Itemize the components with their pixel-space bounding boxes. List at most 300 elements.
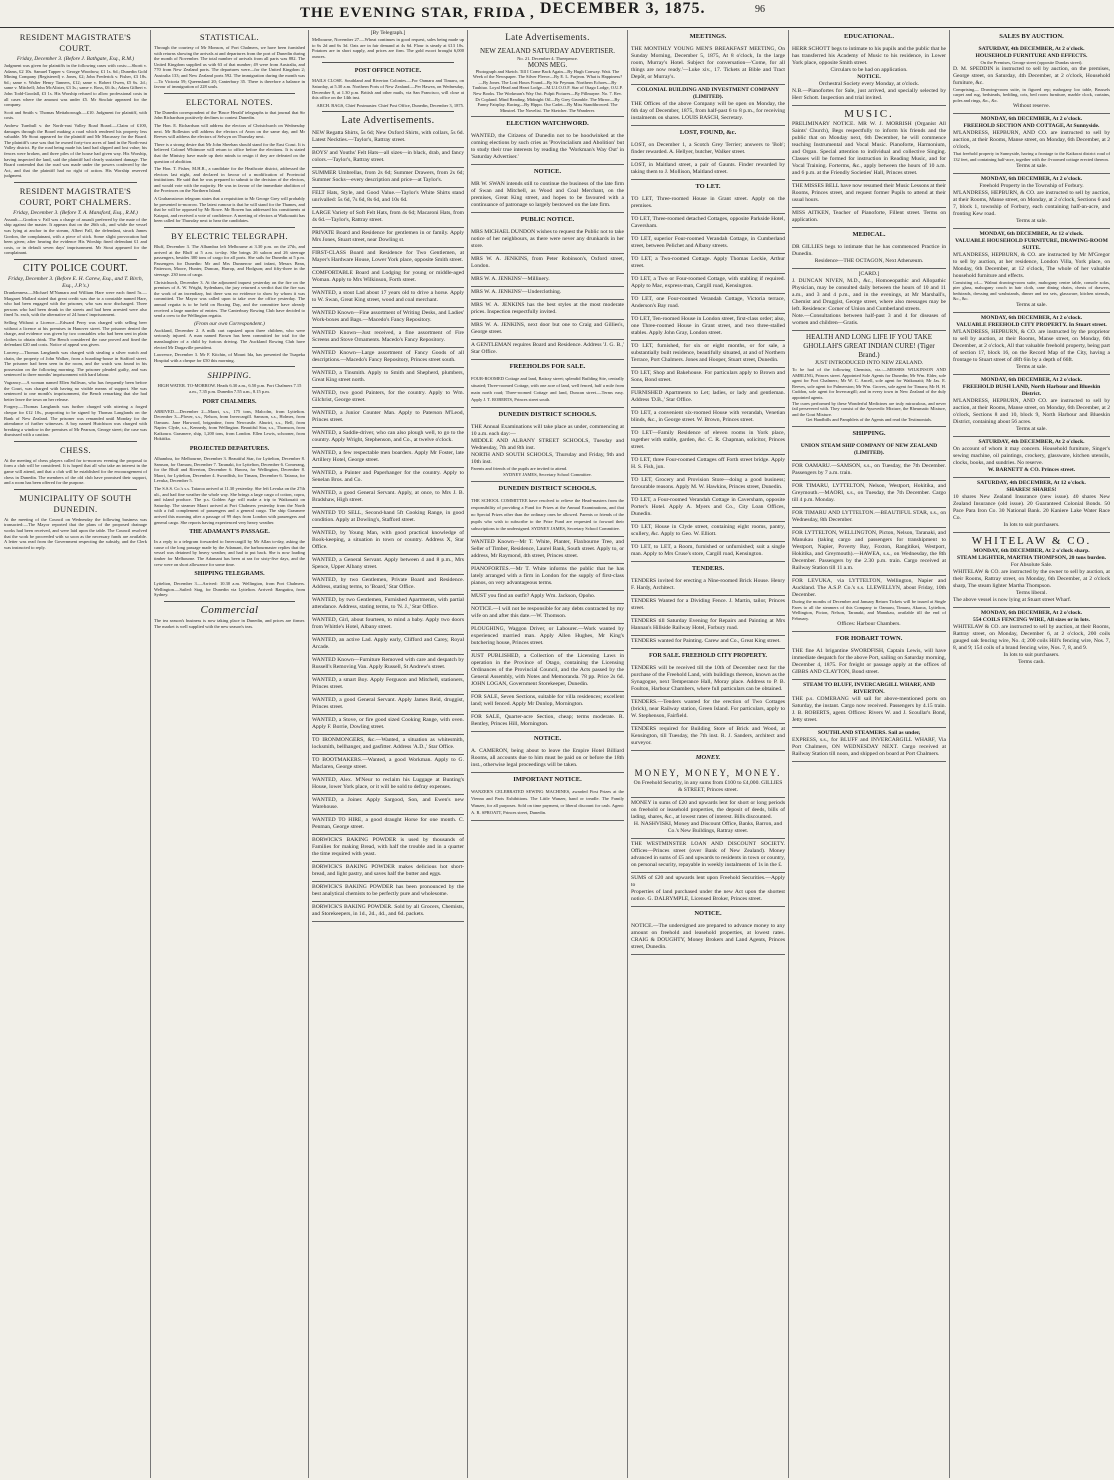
ad-text: FOR SALE, Seven Sections, suitable for villa residences; excellent land; well fenced. Apply Mr Dunlop, Mornington. bbox=[471, 693, 624, 707]
auction-line: In lots to suit purchasers. bbox=[1003, 651, 1060, 658]
ad-text: FURNISHED Apartments to Let; ladies, or lady and gentleman. Address 'D.B.,' Star Office. bbox=[631, 390, 785, 403]
ad-text: FOR OAMARU.—SAMSON, s.s., on Tuesday, the 7th December. Passengers by 7 a.m. train. bbox=[792, 462, 946, 476]
ad-text: TO LET, Three-roomed detached Cottages, opposite Parkside Hotel, Caversham. bbox=[631, 216, 785, 229]
telegraph-tag: [By Telegraph.] bbox=[370, 30, 406, 36]
classified-ad bbox=[312, 248, 464, 268]
ad-line: Properties of land purchased under the new Act upon the shortest notice. G. DALRYMPLE, Licensed Broker, Princes street. bbox=[631, 889, 785, 902]
auction-title: FREEHOLD BUSH LAND, North Harbour and Blueskin District. bbox=[962, 383, 1101, 397]
section-heading: NOTICE. bbox=[533, 168, 562, 176]
ad-title: STEAM TO BLUFF, INVERCARGILL WHARF, AND RIVERTON. bbox=[803, 682, 935, 696]
ad-title: UNION STEAM SHIP COMPANY OF NEW ZEALAND (LIMITED). bbox=[800, 442, 938, 456]
ad-signature: SYDNEY JAMES, Secretary School Committee. bbox=[503, 471, 592, 477]
classified-ad bbox=[792, 528, 946, 576]
auction-line: Terms at sale. bbox=[1016, 363, 1047, 370]
classified-ad bbox=[312, 675, 464, 695]
auction-text: On account of whom it may concern. Household furniture, Singer's sewing machine, oil paintings, crockery, glassware, kitchen utensils, clocks, books, and sundries. No reserve. bbox=[953, 445, 1110, 466]
ad-text: SUMMER Umbrellas, from 2s 6d; Summer Drawers, from 2s 6d; Summer Socks—every description and price—at Taylor's. bbox=[312, 170, 464, 184]
classified-ad bbox=[312, 635, 464, 655]
auction-title: 554 COILS FENCING WIRE, All sizes or in lots. bbox=[973, 616, 1090, 623]
ad-text: WANTED, a smart Boy. Apply Ferguson and Mitchell, stationers, Princes street. bbox=[312, 677, 464, 691]
ad-text: WANTED, the Citizens of Dunedin not to be hoodwinked at the coming elections by such cries as 'Provincialism and Abolition' but to study their true interests by reading the 'Workman's Way Out' in 'Saturday Advertiser.' bbox=[471, 133, 624, 161]
article-paragraph: The Hon. E. Richardson will address the electors of Christchurch on Wednesday next. Mr Rolleston will address the electors of Avon on the same day, and Mr Reeves will address the electors of Selwyn on Thursday next. bbox=[154, 122, 305, 140]
auction-date: MONDAY, 6th DECEMBER, At 2 o'clock. bbox=[980, 116, 1083, 123]
ad-text: WANTED, an active Lad. Apply early, Clifford and Carey, Royal Arcade. bbox=[312, 637, 464, 651]
classified-ad bbox=[312, 208, 464, 228]
ad-title: SOUTHLAND STEAMERS. Sail as under, bbox=[817, 730, 921, 737]
classified-ad bbox=[631, 194, 785, 214]
classified-ad bbox=[792, 728, 946, 762]
ad-text: The cures performed by these Wonderful Medicines are truly miraculous, and never fail persevered with. They consist of the Ayurvedic Mixture, the Rheumatic Mixture, and the Gout Mixture. bbox=[792, 400, 946, 417]
ad-text: WANTED, a Saddle-driver, who can also plough well, to go to the country. Apply Wright, Stephenson, and Co., at twelve o'clock. bbox=[312, 430, 464, 444]
article-paragraph: HIGH WATER. TO-MORROW. Heads 6.30 a.m., 6.50 p.m. Port Chalmers 7.15 a.m., 7.35 p.m. Dunedin 7.55 a.m., 8.15 p.m. bbox=[157, 383, 302, 394]
classified-ad bbox=[312, 268, 464, 288]
article-paragraph: Assault.—Gordon v. Fall was a charge of assault preferred by the mate of the ship against the master. It appears that on the 26th ult., and while the vessel was lying at anchor in the stream, Albert Fall, the defendant, struck James Gordon, the complainant, with a piece of stick. Some slight provocation had been given; after hearing the evidence His Worship fined defendant £1 and costs, or in default seven days' imprisonment. Mr Stout appeared for the complainant. bbox=[4, 216, 147, 256]
auction-title: SHARES! SHARES! bbox=[1006, 486, 1057, 493]
auction-line: Terms at sale. bbox=[1016, 162, 1047, 169]
auction-ad bbox=[953, 174, 1110, 229]
auction-title: Freehold Property in the Township of Forbury. bbox=[979, 182, 1084, 189]
ad-text: TO IRONMONGERS, &c.—Wanted, a situation as whitesmith, locksmith, bellhanger, and gasfitter. Address 'A.D.,' Star Office. bbox=[312, 737, 464, 751]
section-heading: PUBLIC NOTICE. bbox=[520, 216, 575, 224]
article-paragraph: Auckland, December 2. A milk cart capsized upon three children, who were seriously injured. A man named Brown has been committed for trial for the manslaughter of a child by furious driving. The Auckland Rowing Club have elected Mr Dargaville president. bbox=[154, 327, 305, 350]
article-paragraph: A Grahamstown telegram states that a requisition to Mr George Grey will probably be presented to-morrow. The latest rumour is that he will stand for the Thames, and that he will be opposed by Mr Rowe. Mr Bowen has addressed his constituents at Kaiapoi, and received a vote of confidence. A meeting of electors at Waikouaiti has been called for Thursday next to hear the candidates. bbox=[154, 196, 305, 224]
divider bbox=[14, 441, 137, 442]
classified-ad bbox=[471, 320, 624, 340]
article-paragraph: The tea season's business is now taking place in Dunedin, and prices are firmer. The market is well supplied with the new season's teas. bbox=[154, 617, 305, 629]
divider bbox=[164, 366, 295, 367]
ad-text: BORWICK'S BAKING POWDER. Sold by all Grocers, Chemists, and Storekeepers, in 1d., 2d., 4d., and 6d. packets. bbox=[312, 904, 464, 918]
classified-ad bbox=[631, 274, 785, 294]
ad-text: TO LET, superior Four-roomed Verandah Cottage, in Cumberland street, between Pelichet and Albany streets. bbox=[631, 236, 785, 249]
classified-ad bbox=[792, 680, 946, 728]
column-4 bbox=[471, 30, 624, 1478]
classified-ad bbox=[471, 179, 624, 213]
ad-line: During the months of December and January Return Tickets will be issued at Single Fares to all the steamers of this Company to Oamaru, Timaru, Akaroa, Lyttelton, Wellington, Picton, Nelson, Taranaki, and Manukau, available till the end of February. bbox=[792, 598, 946, 621]
classified-ad bbox=[792, 181, 946, 208]
classified-ad bbox=[471, 374, 624, 408]
ad-text: WANTED Known—Fine assortment of Writing Desks, and Ladies' Work-boxes and Bags.—Macedo's Fancy Repository. bbox=[312, 310, 464, 324]
classified-ad bbox=[631, 616, 785, 636]
section-heading: SHIPPING. bbox=[207, 370, 252, 381]
auction-text: M'LANDRESS, HEPBURN, AND CO. are instructed to sell by auction, at their Rooms, Manse street, on Monday, 6th December, at 2 o'clock, Sections 8 and 10, block 9, North Harbour and Blueskin District, containing about 56 acres. bbox=[953, 397, 1110, 425]
ad-text: A GENTLEMAN requires Board and Residence. Address 'J. G. B.,' Star Office. bbox=[471, 342, 624, 356]
classified-ad bbox=[471, 287, 624, 300]
ad-line: MIDDLE AND ALBANY STREET SCHOOLS, Tuesday and Wednesday, 7th and 8th inst. bbox=[471, 438, 624, 452]
classified-ad bbox=[312, 128, 464, 148]
auction-text: WHITELAW & CO. are instructed to sell by auction, at their Rooms, Rattray street, on Monday, December 6, at 2 o'clock, 200 coils gauged oak fencing wire, No. 4; 200 coils Hill's fencing wire, Nos. 7, 8, and 9; 154 coils of a brand fencing wire, Nos. 7, 8, and 9. bbox=[953, 623, 1110, 651]
classified-ad bbox=[312, 715, 464, 735]
auction-date: MONDAY, 6th DECEMBER, At 2 o'clock. bbox=[980, 376, 1083, 383]
classified-ad bbox=[792, 269, 946, 331]
auction-line: Terms liberal. bbox=[1016, 589, 1047, 596]
classified-ad bbox=[631, 921, 785, 955]
column-7 bbox=[953, 30, 1110, 1478]
article-paragraph: At the meeting of the Council on Wednesday the following business was transacted:—The Mayor reported that the plans of the proposed drainage works had been received, and were laid upon the table. The Council resolved that the work be proceeded with so soon as the necessary funds are available. A letter was read from the Government respecting the subsidy, and the Clerk was instructed to reply. bbox=[4, 516, 147, 550]
ad-text: THE Offices of the above Company will be open on Monday, the 6th day of December, 1875, from half-past 6 to 8 p.m., for receiving instalments on shares. LOUIS BASCH, Secretary. bbox=[631, 101, 785, 121]
auction-title: STEAM LIGHTER, MARTHA THOMPSON, 20 tons burden. bbox=[956, 554, 1107, 561]
classified-ad bbox=[312, 775, 464, 795]
section-heading: MEETINGS. bbox=[689, 33, 727, 40]
classified-ad bbox=[471, 537, 624, 564]
ad-text: WANTED, a Joiner. Apply Sargood, Son, and Ewen's new Warehouse. bbox=[312, 797, 464, 811]
classified-ad bbox=[312, 288, 464, 308]
divider bbox=[14, 259, 137, 260]
article-paragraph: MAILS CLOSE. Southland and Riverton Colonies.—For Oamaru and Timaru, on Saturday, at 5.30 a.m. Northern Ports of New Zealand.—Per Hawea, on Wednesday, December 8, at 1.30 p.m. British and other mails, via San Francisco, will close at this office on the 14th inst. bbox=[312, 78, 464, 101]
ad-text: THE WESTMINSTER LOAN AND DISCOUNT SOCIETY. Offices—Princes street (over Bank of New Zealand). Money advanced in sums of £5 and upwards to residents in town or country, on personal security, repayable in weekly instalments of 1s in the £. bbox=[631, 841, 785, 868]
article-paragraph: Scott and Smith v. Thomas Mettaborough.—£10. Judgment for plaintiff, with costs. bbox=[4, 109, 147, 121]
ad-line: NOTICE. bbox=[857, 74, 881, 80]
article-paragraph: Forgery.—Thomas Langlands was further charged with uttering a forged cheque for £12 10s., purporting to be signed by Thomas Langlands on the Bank of New Zealand. The prisoner was remanded until Monday for the attendance of further witnesses. A boy named Hutchison was charged with breaking a window in the premises of Mr Pearson, George street; the case was dismissed with a caution. bbox=[4, 404, 147, 438]
ad-text: MRS MICHAEL DUNDON wishes to request the Public not to take notice of her neighbours, as there were never any drunkards in her store. bbox=[471, 229, 624, 250]
ad-text: TENDERS.—Tenders wanted for the erection of Two Cottages (brick), near Railway station, Green Island. For particulars, apply to W. Stephenson, Fairfield. bbox=[631, 699, 785, 719]
classified-ad bbox=[471, 746, 624, 773]
auction-line: Terms cash. bbox=[1018, 658, 1045, 665]
classified-ad bbox=[471, 496, 624, 537]
article-paragraph: At the meeting of chess players called for to-morrow evening the proposal to form a club will be considered. It is hoped that all who take an interest in the game will attend, and that a club will be established for the encouragement of chess in Dunedin. The members of the old club have promised their support, and a room has been offered for the purpose. bbox=[4, 457, 147, 486]
classified-ad bbox=[312, 528, 464, 555]
auction-ad bbox=[953, 229, 1110, 313]
ad-text: THE Annual Examinations will take place as under, commencing at 10 a.m. each day:— bbox=[471, 424, 624, 438]
ad-text: FOR TIMARU AND LYTTELTON.—BEAUTIFUL STAR, s.s., on Wednesday, 8th December. bbox=[792, 509, 946, 523]
subsection-heading: SHIPPING TELEGRAMS. bbox=[194, 571, 265, 578]
classified-ad bbox=[471, 45, 624, 117]
classified-ad bbox=[792, 646, 946, 680]
classified-ad bbox=[471, 131, 624, 165]
ad-text: WANTED, a stout Lad about 17 years old to drive a horse. Apply to W. Swan, Great King street, wood and coal merchant. bbox=[312, 290, 464, 304]
section-heading: CITY POLICE COURT. bbox=[22, 263, 129, 275]
auction-text: M'LANDRESS, HEPBURN, & CO. are instructed to sell by auction, at their Rooms, Manse street, on Monday, at 2 o'clock, Sections 6 and 7, block 1, township of Forbury, each containing half-an-acre, and fronting Kew road. bbox=[953, 189, 1110, 217]
ad-text: TO LET, House in Clyde street, containing eight rooms, pantry, scullery, &c. Apply to Geo. W. Elliott. bbox=[631, 524, 785, 537]
section-heading: LOST, FOUND, &c. bbox=[679, 129, 737, 136]
classified-ad bbox=[471, 564, 624, 591]
auction-ad bbox=[953, 375, 1110, 437]
subsection-heading: THE ADAMANT'S PASSAGE. bbox=[189, 529, 270, 536]
classified-ad bbox=[471, 651, 624, 692]
classified-ad bbox=[312, 615, 464, 635]
auction-line: Terms at sale. bbox=[1016, 217, 1047, 224]
ad-text: NOTICE.—I will not be responsible for any debts contracted by my wife on and after this date.—W. Thomson. bbox=[471, 605, 624, 619]
auction-ad bbox=[953, 313, 1110, 375]
divider bbox=[322, 111, 454, 112]
ad-text: THE MONTHLY YOUNG MEN'S BREAKFAST MEETING, On Sunday Morning, December 5, 1875, At 8 o'clock, In the large room, Murray's Hotel. Subject for conversation—'Come, for all things are now ready.'—Luke xiv., 17. Tickets at Bible and Tract Depôt, or Murray's. bbox=[631, 46, 785, 80]
divider bbox=[164, 93, 295, 94]
ad-text: TENDERS invited for erecting a Nine-roomed Brick House. Henry F. Hardy, Architect. bbox=[631, 578, 785, 591]
section-heading: SALES BY AUCTION. bbox=[999, 33, 1064, 40]
ad-text: THE fine A1 brigantine SWORDFISH, Captain Lewis, will have immediate despatch for the above Port, sailing on Saturday morning, December 4, 1875. For freight or passage apply at the offices of GIBBS AND CLAYTON, Bond street. bbox=[792, 648, 946, 676]
ad-text: FOR LEVUKA, via LYTTELTON, Wellington, Napier and Auckland. The A.S.P. Co.'s s.s. LLEWELLYN, about Friday, 10th December. bbox=[792, 577, 946, 598]
ad-text: TO LET, to LET, a Room, furnished or unfurnished; suit a single man. Apply to Mrs Cruse's store, Cargill road, Kensington. bbox=[631, 544, 785, 557]
classified-ad bbox=[631, 254, 785, 274]
page-number: 96 bbox=[755, 4, 765, 15]
classified-ad bbox=[312, 835, 464, 862]
ad-text: MRS W. A. JENKINS'—Millinery. bbox=[471, 276, 550, 283]
article-paragraph: Through the courtesy of Mr Monson, of Port Chalmers, we have been furnished with returns showing the arrivals at and departures from the port of Dunedin during the month of November. The total number of arrivals from all parts was 882. The United Kingdom supplied us with 63 of that number; 49 were from Australia, and 770 from New Zealand ports. The departures were—for the United Kingdom 2; Australia 133; and New Zealand ports 592. The immigration during the month was—To Victoria 59; Queensland 20; Canterbury 35. There is therefore a balance in favour of immigration of 228 souls. bbox=[154, 45, 305, 90]
court-subheading: Friday, December 3. (Before T. A. Mansford, Esq., R.M.) bbox=[13, 209, 138, 216]
ad-line: NORTH AND SOUTH SCHOOLS, Thursday and Friday, 9th and 10th inst. bbox=[471, 452, 624, 466]
ad-text: TENDERS will be received till the 10th of December next for the purchase of the Freehold Land, with buildings thereon, known as the Synagogue, next Temperance Hall, Moray place. Address to P. B. Foulton, Harbour Chambers, where full particulars can be obtained. bbox=[631, 665, 785, 692]
classified-ad bbox=[312, 428, 464, 448]
divider bbox=[322, 62, 454, 63]
ad-text: WANTED Known—Large assortment of Fancy Goods of all descriptions.—Macedo's Fancy Repository, Princes street south. bbox=[312, 350, 464, 364]
ad-text: COMFORTABLE Board and Lodging for young or middle-aged Woman. Apply to Mrs Wilkinson, Forth street. bbox=[312, 270, 464, 284]
section-heading: ELECTION WATCHWORD. bbox=[506, 120, 589, 128]
classified-ad bbox=[631, 140, 785, 160]
section-heading: IMPORTANT NOTICE. bbox=[513, 775, 582, 783]
auction-title: HOUSEHOLD FURNITURE AND EFFECTS. bbox=[975, 53, 1088, 59]
ad-text: MR W. SWAN intends still to continue the business of the late firm of Swan and Mitchell, as Wood and Coal Merchant, on the premises, Great King street, and hopes to be favoured with a continuance of patronage so largely bestowed on the late firm. bbox=[471, 181, 624, 209]
classified-ad bbox=[312, 388, 464, 408]
section-heading: STATISTICAL. bbox=[199, 32, 260, 42]
classified-ad bbox=[792, 576, 946, 632]
auction-line: The above vessel is now lying at Stuart street Wharf. bbox=[953, 596, 1072, 603]
classified-ad bbox=[312, 168, 464, 188]
ad-line: N.B.—Pianofortes for Sale, just arrived, and specially selected by Herr Schott. Inspection and trial invited. bbox=[792, 88, 946, 101]
classified-ad bbox=[792, 481, 946, 508]
article-paragraph: Melbourne, November 27.—Wheat continues in good request, sales being made up to 6s 2d and 6s 3d. Oats are in fair demand at 4s 6d. Flour is steady at £13 10s. Potatoes are in short supply, and prices are firm. The gold escort brought 6,000 ounces. bbox=[312, 37, 464, 59]
article-paragraph: The S.S.S. Co.'s s.s. Taiaroa arrived at 11.30 yesterday. She left Levuka on the 27th ult., and had fine weather the whole way. She brings a large cargo of cotton, copra, and island produce. The p.s. Golden Age will make a trip to Waikouaiti on Saturday. The steamer Maori arrived at Port Chalmers yesterday from the North with a full complement of passengers and a general cargo. The ship Grasmere arrived this morning after a passage of 99 days from London with passengers and general cargo. She reports having experienced very heavy weather. bbox=[154, 486, 305, 525]
auction-ad bbox=[953, 478, 1110, 533]
classified-ad bbox=[312, 555, 464, 575]
auction-text: Comprising— Drawing-room suite, in figured rep; mahogany loo table, Brussels carpet and rug, bedsteads, bedding, cots, bed room furniture, marble clock, curtains, poles and rings, &c., &c. bbox=[953, 86, 1110, 103]
ad-text: TO LET, Grocery and Provision Store—doing a good business; favourable reasons. Apply M. W. Hawkins, Princes street, Dunedin. bbox=[631, 477, 785, 490]
ad-line: Note.—Consultations between half-past 3 and 4 for diseases of women and children—Gratis. bbox=[792, 313, 946, 326]
divider bbox=[14, 489, 137, 490]
section-heading: BY ELECTRIC TELEGRAPH. bbox=[171, 231, 288, 242]
article-paragraph: Vagrancy.—A woman named Ellen Sullivan, who has frequently been before the Court, was charged with having no visible means of support. She was sentenced to one month's imprisonment, the Bench remarking that she had better leave the town on her release. bbox=[4, 379, 147, 402]
ad-text: TO LET, a convenient six-roomed House with verandah, Venetian blinds, &c., in George street. W. Brown, Princes street. bbox=[631, 410, 785, 423]
classified-ad bbox=[631, 85, 785, 126]
classified-ad bbox=[792, 461, 946, 481]
ad-text: WANTED, Girl, about fourteen, to mind a baby. Apply two doors from Whittle's Hotel, Albany street. bbox=[312, 617, 464, 631]
section-heading: Commercial bbox=[200, 603, 259, 616]
ad-text: FIRST-CLASS Board and Residence for Two Gentlemen, at Mayer's Hardware House, Lower York place, opposite Smith street. bbox=[312, 250, 464, 264]
ad-line: MONS MEG. bbox=[527, 60, 568, 69]
divider bbox=[164, 227, 295, 228]
ad-text: PRELIMINARY NOTICE. MR W. J. MORRISH (Organist All Saints' Church), Begs respectfully to inform his friends and the public that on Monday next, 6th December, he will commence teaching Instrumental and Vocal Music. Pianoforte, Harmonium, and Organ. Special attention to individual and collective Singing. Classes will be formed for instruction in Reading Music, and for Vocal Training. Forterms, &c., apply between the hours of 10 a.m. and 6 p.m. at the Friendly Societies' Hall, Princes street. bbox=[792, 121, 946, 176]
ad-text: WANZER'S CELEBRATED SEWING MACHINES, awarded First Prizes at the Vienna and Paris Exhibitions. The Little Wanzer, hand or treadle. The Family Wanzer, for all purposes. Sold on time payment, or liberal discount for cash. Agent: A. R. SPROATT, Princes street, Dunedin. bbox=[471, 788, 624, 815]
ad-line: JUST INTRODUCED INTO NEW ZEALAND. bbox=[814, 360, 924, 366]
ad-text: TO LET, a Two-roomed Cottage. Apply Thomas Leckie, Arthur street. bbox=[631, 256, 785, 269]
section-heading: POST OFFICE NOTICE. bbox=[354, 68, 422, 75]
ad-text: PLOUGHING, Waggon Driver, or Labourer.—Work wanted by experienced married man. Apply Allen Hughes, Mr King's butchering house, Princes street. bbox=[471, 625, 624, 646]
auction-date: MONDAY, 6th DECEMBER, At 12 o'clock. bbox=[979, 230, 1084, 237]
auction-date: MONDAY, 6th DECEMBER, At 2 o'clock. bbox=[980, 314, 1083, 321]
ad-text: FOR TIMARU, LYTTELTON, Nelson, Westport, Hokitika, and Greymouth.—MAORI, s.s., on Tuesday, the 7th December. Cargo till 4 p.m. Monday. bbox=[792, 482, 946, 503]
ad-text: BORWICK'S BAKING POWDER has been pronounced by the best analytical chemists to be perfectly pure and wholesome. bbox=[312, 884, 464, 898]
ad-text: MUST you find an outfit? Apply Wm. Jackson, Opoho. bbox=[471, 592, 596, 599]
ad-title: MUSIC. bbox=[844, 108, 894, 120]
auction-ad bbox=[953, 437, 1110, 478]
ad-text: WANTED, a few respectable men boarders. Apply Mr Foster, late Artillery Hotel, George street. bbox=[312, 450, 464, 464]
ad-text: PIANOFORTES.—Mr T. White informs the public that he has lately arranged with a firm in London for the supply of first-class pianos, on very advantageous terms. bbox=[471, 565, 624, 586]
section-heading: ELECTORAL NOTES. bbox=[185, 96, 274, 107]
subsection-heading: PORT CHALMERS. bbox=[202, 398, 257, 405]
classified-ad bbox=[792, 106, 946, 181]
classified-ad bbox=[631, 765, 785, 798]
ad-text: FELT Hats, Style, and Good Value.—Taylor's White Shirts stand unrivalled: 5s 6d, 7s 6d, 8s 6d, and 10s 6d. bbox=[312, 190, 464, 204]
classified-ad bbox=[312, 468, 464, 488]
classified-ad bbox=[631, 522, 785, 542]
ad-text: TENDERS required for Building Store of Brick and Wood, at Kensington, till Tuesday, the 7th inst. R. J. Sanders, architect and surveyor. bbox=[631, 726, 785, 746]
classified-ad bbox=[471, 787, 624, 821]
ad-title: NEW ZEALAND SATURDAY ADVERTISER. bbox=[479, 47, 616, 55]
classified-ad bbox=[312, 902, 464, 922]
classified-ad bbox=[312, 488, 464, 508]
ad-text: SUMS of £20 and upwards lent upon Freehold Securities.—Apply to bbox=[631, 875, 785, 888]
classified-ad bbox=[312, 595, 464, 615]
ad-text: TO BOOTMAKERS.—Wanted, a good Workman. Apply to G. Maclaren, George street. bbox=[312, 757, 464, 771]
auction-date: MONDAY, 6th DECEMBER, At 2 o'clock. bbox=[980, 175, 1083, 182]
auction-title: VALUABLE HOUSEHOLD FURNITURE, DRAWING-ROOM SUITE. bbox=[955, 237, 1108, 251]
auction-title: VALUABLE FREEHOLD CITY PROPERTY. In Stuart street. bbox=[956, 321, 1107, 328]
article-paragraph: Bluff, December 3. The Alhambra left Melbourne at 3.30 p.m. on the 27th, and arrived at the Bluff at 5 a.m. to-day. She brings 26 saloon and 26 steerage passengers, besides 300 tons of cargo for all ports. She sails for Dunedin at 5 p.m. Passengers for Dunedin: Mr and Mrs Dunnerow and infant, Messrs Bean, Patterson, Moore, Hunter, Duncan, Harrop, and Hodgson; and fifty-three in the steerage. 230 tons of cargo. bbox=[154, 244, 305, 277]
ad-text: THE MISSES BELL have now resumed their Music Lessons at their Rooms, Princes street, and request former Pupils to attend at their usual hours. bbox=[792, 183, 946, 203]
classified-ad bbox=[471, 604, 624, 624]
classified-ad bbox=[312, 882, 464, 902]
classified-ad bbox=[471, 692, 624, 712]
auction-text: Consisting of— Walnut drawing-room suite, mahogany centre table, console sofas, pier glass, mahogany couch in hair cloth, cane dining chairs, chests of drawers, bedsteads, dressing and washstands, dinner and tea sets, glassware, kitchen utensils, &c., &c. bbox=[953, 279, 1110, 302]
auction-text: M'LANDRESS, HEPBURN, & CO. are instructed by Mr M'Gregor to sell by auction, at her residence, London Villa, York place, on Monday, 6th December, at 12 o'clock, The whole of her valuable household furniture and effects. bbox=[953, 251, 1110, 279]
ad-text: HERR SCHOTT begs to intimate to his pupils and the public that he has transferred his Academy of Music to his residence, in Lower York place, opposite Smith street. bbox=[792, 46, 946, 66]
ad-text: TENDERS till Saturday Evening for Repairs and Painting at Mrs Hannan's Hillside Railway Hotel, Forbury road. bbox=[631, 618, 785, 631]
classified-ad bbox=[792, 441, 946, 461]
article-paragraph: Larceny.—Thomas Langlands was charged with stealing a silver watch and chain, the property of John Walker, from a boarding-house in Stafford street. The prisoner had been seen in the room, and the watch was found in his possession on the following morning. The prisoner pleaded guilty, and was sentenced to three months' imprisonment with hard labour. bbox=[4, 349, 147, 378]
classified-ad bbox=[312, 328, 464, 348]
ad-text: TO LET—Family Residence of eleven rooms in York place, together with stable, garden, &c. C. R. Chapman, solicitor, Princes street. bbox=[631, 430, 785, 450]
classified-ad bbox=[631, 160, 785, 180]
ad-title: MONEY, MONEY, MONEY. bbox=[634, 768, 782, 778]
section-heading: DUNEDIN DISTRICT SCHOOLS. bbox=[498, 411, 597, 419]
classified-ad bbox=[631, 428, 785, 455]
ad-text: BOYS' and Youths' Felt Hats—all sizes—in black, drab, and fancy colors.—Taylor's, Rattray street. bbox=[312, 150, 464, 164]
classified-ad bbox=[312, 575, 464, 595]
ad-line: H. NASHVISKI, Money and Discount Office, Banks, Barron, and Co.'s New Buildings, Rattray street. bbox=[633, 821, 783, 834]
ad-text: WANTED TO HIRE, a good draught Horse for one month. C. Penman, George street. bbox=[312, 817, 464, 831]
classified-ad bbox=[312, 228, 464, 248]
classified-ad bbox=[631, 388, 785, 408]
ad-text: MRS W. A. JENKINS, from Peter Robinson's, Oxford street, London. bbox=[471, 256, 624, 270]
court-subheading: Friday, December 3. (Before J. Bathgate, Esq., R.M.) bbox=[16, 56, 135, 62]
ad-text: MISS AITKEN, Teacher of Pianoforte, Fillent street. Terms on application. bbox=[792, 210, 946, 223]
classified-ad bbox=[792, 44, 946, 106]
masthead bbox=[0, 0, 1114, 26]
section-heading: Late Advertisements. bbox=[341, 115, 435, 127]
auction-line: For Absolute Sale. bbox=[1010, 561, 1053, 568]
classified-ad bbox=[631, 44, 785, 85]
classified-ad bbox=[471, 340, 624, 360]
classified-ad bbox=[312, 188, 464, 208]
ad-text: NEW Regatta Shirts, 5s 6d; New Oxford Shirts, with collars, 5s 6d. Latest Neckties.—Taylor's, Rattray street. bbox=[312, 130, 464, 144]
classified-ad bbox=[312, 508, 464, 528]
article-paragraph: The Dunedin correspondent of the 'Bruce Herald' telegraphs to that journal that Sir John Richardson positively declines to contest Dunedin. bbox=[154, 109, 305, 121]
issue-date: DECEMBER 3, 1875. bbox=[540, 0, 706, 17]
ad-text: TO LET, Shop and Bakehouse. For particulars apply to Brown and Sons, Bond street. bbox=[631, 370, 785, 383]
classified-ad bbox=[471, 591, 624, 604]
ad-text: THE p.s. COMERANG will sail for above-mentioned ports on Saturday, the instant. Cargo now received. Passengers by 4.15 train. J. B. ROBERTS, agent. Offices: Rivers W. and J. Scoullar's Bond, Jetty street. bbox=[792, 696, 946, 724]
classified-ad bbox=[631, 455, 785, 475]
classified-ad bbox=[631, 341, 785, 368]
article-paragraph: Lyttelton, December 3.—Arrived: 10.30 a.m. Wellington, from Port Chalmers. Wellington.—Sailed: Stag, for Dunedin via Lyttelton. Arrived: Rangatira, from Sydney. bbox=[154, 581, 305, 598]
ad-text: Photograph and Sketch. Till I Come Back Again—By Hugh Conway. Wait. The Week of the Newspaper. The Silver Fleece—By E. L. Farjeon. What is Happiness?—By Jones. The Lost Hours Found—By Sir Peyman. Northern Echoes—By Tauhiuo. Loyal Head and Heart Lodge—M.U.I.O.O.F. Star of Otago Lodge, O.U.P. New Books. The Workman's Way Out. Pulpit Pictures—By Pillmayne. No. 7. Rev. Dr Copland. Mind Reading. Midnight Oil—By Grey Grumble. The Mirror—By Fanny Fairplay. Racing—By Hippo. Our Cadet—By Miss Standthrowed. The Minstrel. The Novelist. The Sketcher. The Wanderer. bbox=[472, 68, 623, 113]
section-heading: FREEHOLDS FOR SALE. bbox=[509, 363, 586, 371]
ad-text: TENDERS wanted for Painting. Carew and Co., Great King street. bbox=[631, 638, 781, 644]
ad-text: WANTED, a Painter and Paperhanger for the country. Apply to Senelan Bros. and Co. bbox=[312, 470, 464, 484]
section-heading: EDUCATIONAL. bbox=[844, 33, 894, 40]
auction-text: M'LANDRESS, HEPBURN, AND CO. are instructed to sell by auction, at their Rooms, Manse street, on Monday, 6th December, at 2 o'clock, bbox=[953, 130, 1110, 151]
ad-text: BORWICK'S BAKING POWDER is used by thousands of Families for making Bread, with half the trouble and in a quarter the time required with yeast. bbox=[312, 837, 464, 858]
auction-title: FREEHOLD SECTION AND COTTAGE, At Sunnyside. bbox=[963, 123, 1100, 130]
auction-date: SATURDAY, 4th DECEMBER, At 2 o'clock. bbox=[978, 46, 1085, 52]
ad-text: JUST PUBLISHED, a Collection of the Licensing Laws in operation in the Province of Otago, containing the Licensing Ordinances of the Provincial Council, and the Acts passed by the General Assembly, with Notes and Memoranda. 78 pp. Price 2s 6d. JOHN LOGAN, Government Storekeeper, Dunedin. bbox=[471, 652, 624, 687]
section-heading: TENDERS. bbox=[691, 565, 725, 572]
section-heading: MUNICIPALITY OF SOUTH DUNEDIN. bbox=[19, 492, 132, 514]
classified-ad bbox=[792, 242, 946, 269]
ad-text: WANTED Known—Furniture Removed with care and despatch by Russell's Removing Van. Apply Russell, St Andrew's street. bbox=[312, 657, 464, 671]
court-subheading: Friday, December 3. (Before E. H. Carew, Esq., and T. Birch, Esq., J.P.'s.) bbox=[8, 276, 143, 290]
section-heading: FOR SALE. FREEHOLD CITY PROPERTY. bbox=[648, 653, 768, 659]
classified-ad bbox=[312, 862, 464, 882]
classified-ad bbox=[631, 314, 785, 341]
ad-text: TO LET, three Four-roomed Cottages off Forth street bridge. Apply H. S. Fish, jun. bbox=[631, 457, 785, 470]
auction-line: On the Premises, George street (opposite Dundas street). bbox=[980, 60, 1083, 65]
classified-ad bbox=[312, 755, 464, 775]
ad-text: TO LET, a Four-roomed Verandah Cottage in Caversham, opposite Porter's Hotel. Apply A. Myers and Co., City Loan Offices, Dunedin. bbox=[631, 497, 785, 517]
classified-ad bbox=[312, 368, 464, 388]
classified-ad bbox=[631, 475, 785, 495]
divider bbox=[164, 601, 295, 602]
ad-text: FOUR-ROOMED Cottage and land, Rattray street; splendid Building Site, centrally situated; Three-roomed Cottage, with one acre of land, well fenced, half a mile from main north road; Three-roomed Cottage and land, Duncan street.—Terms easy. Apply J. T. ROBERTS, Princes street south. bbox=[471, 376, 624, 403]
ad-text: BORWICK'S BAKING POWDER makes delicious hot short-bread, and light pastry, and saves half the butter and eggs. bbox=[312, 864, 464, 878]
classified-ad bbox=[312, 148, 464, 168]
classified-ad bbox=[312, 655, 464, 675]
ad-text: WANTED, two good Painters, for the country. Apply to Wm. Gilchrist, George street. bbox=[312, 390, 464, 404]
ad-text: EXPRESS, s.s., for BLUFF and INVERCARGILL WHARF, Via Port Chalmers, ON WEDNESDAY NEXT. Cargo received at Railway Station till noon, and shipped on board at Port Chalmers. bbox=[792, 737, 946, 758]
classified-ad bbox=[631, 408, 785, 428]
classified-ad bbox=[631, 576, 785, 596]
auction-line: Terms at sale. bbox=[1016, 425, 1047, 432]
ad-text: WANTED, by Young Man, with good practical knowledge of Book-keeping, a situation in town or country. Address X, Star Office. bbox=[312, 530, 464, 551]
classified-ad bbox=[631, 839, 785, 873]
auction-text: D. M. SPEDDIN is instructed to sell by auction, on the premises, George street, on Saturday, 4th December, at 2 o'clock, Household furniture, &c. bbox=[953, 65, 1110, 86]
ad-text: TO LET, a Two or Four-roomed Cottage, with stabling if required. Apply to Mac, express-man, Cargill road, Kensington. bbox=[631, 276, 785, 289]
ad-text: WANTED, a General Servant. Apply between 4 and 8 p.m., Mrs Spence, Upper Albany street. bbox=[312, 557, 464, 571]
ad-title: COLONIAL BUILDING AND INVESTMENT COMPANY (LIMITED). bbox=[636, 87, 780, 100]
ad-text: NOTICE.—The undersigned are prepared to advance money to any amount on freehold and leasehold properties, at lowest rates. CRAIG & DOUGHTY, Money Brokers and Land Agents, Princes street, Dunedin. bbox=[631, 923, 785, 950]
auction-ad bbox=[953, 114, 1110, 173]
classified-ad bbox=[792, 208, 946, 228]
ad-text: PRIVATE Board and Residence for gentlemen in or family. Apply Mrs Jones, Stuart street, near Dowling st. bbox=[312, 230, 464, 244]
classified-ad bbox=[312, 795, 464, 815]
auction-line: Terms at sale. bbox=[1016, 301, 1047, 308]
column-2 bbox=[154, 30, 305, 1478]
section-heading: DUNEDIN DISTRICT SCHOOLS. bbox=[498, 484, 597, 492]
ad-text: WANTED, Alex. M'Neur to reclaim his Luggage at Bunting's House, lower York place, or it will be sold to defray expenses. bbox=[312, 777, 464, 791]
ad-line: [CARD.] bbox=[858, 271, 880, 277]
classified-ad bbox=[312, 408, 464, 428]
section-heading: NOTICE. bbox=[533, 734, 562, 742]
auction-date: SATURDAY, 4th DECEMBER, At 2 o'clock. bbox=[978, 438, 1085, 445]
correspondent-note: (From our own Correspondent.) bbox=[194, 320, 265, 327]
ad-text: WANTED Known—Mr T. White, Planter, Flaxbourne Tree, and Seller of Timber, Residence, Laurel Bank, South street. Apply to, or address, Mr Raymond, 4th street, Princes street. bbox=[471, 538, 624, 559]
classified-ad bbox=[312, 448, 464, 468]
ad-text: LOST, in Maitland street, a pair of Gaunts. Finder rewarded by taking them to J. Mollison, Maitland street. bbox=[631, 162, 785, 175]
classified-ad bbox=[792, 331, 946, 427]
ad-text: On Freehold Security, in any sums from £100 to £4,000. GILLIES & STREET, Princes street. bbox=[633, 780, 783, 793]
auction-line: In lots to suit purchasers. bbox=[1003, 521, 1060, 528]
ad-text: WANTED Known—Just received, a fine assortment of Fire Screens and Stove Ornaments. Macedo's Fancy Repository. bbox=[312, 330, 464, 344]
ad-text: TO LET, Ten-roomed House in London street, first-class order; also, one Three-roomed House in Grant street, and two three-stalled stables. Apply John Gray, London street. bbox=[631, 316, 785, 336]
classified-ad bbox=[471, 254, 624, 274]
